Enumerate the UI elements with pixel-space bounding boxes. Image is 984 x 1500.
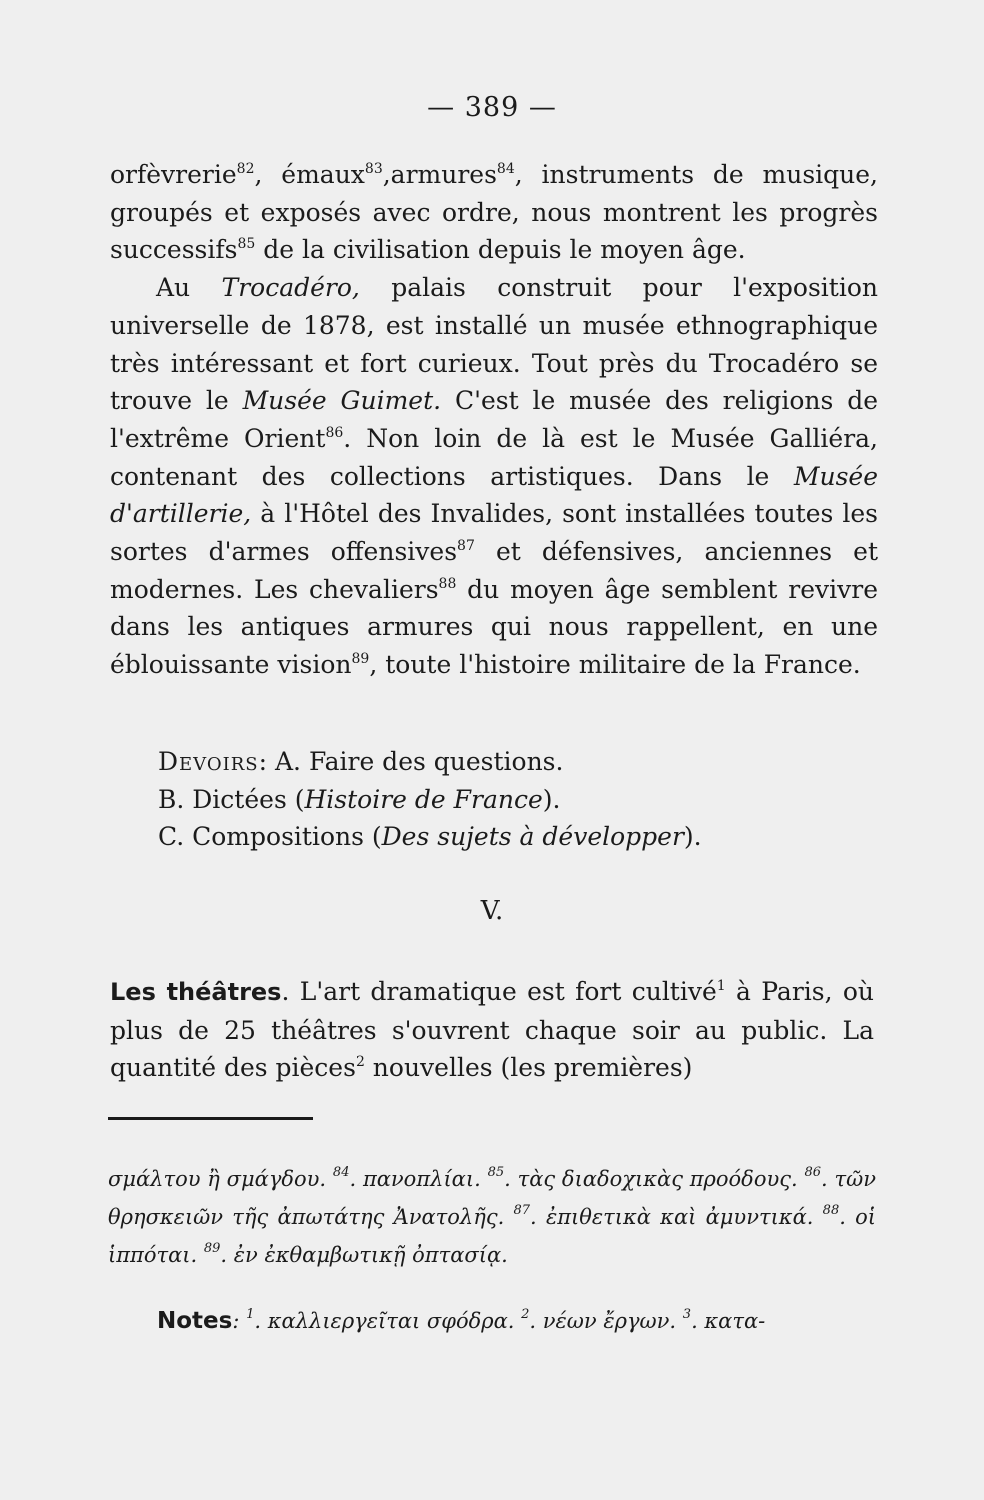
text-run: . πανοπλίαι. xyxy=(349,1167,488,1191)
text-run: de la civilisation depuis le moyen âge. xyxy=(255,235,746,265)
text-run: ). xyxy=(683,822,702,851)
exercise-b xyxy=(158,781,702,819)
text-run: orfèvrerie xyxy=(110,160,237,189)
italic-title: Des sujets à développer xyxy=(381,822,684,851)
footnote-ref: 83 xyxy=(364,161,383,177)
footnote-number: 3 xyxy=(682,1307,692,1322)
text-run: . τὰς διαδοχικὰς προόδους. xyxy=(504,1167,805,1191)
exercise-c xyxy=(158,818,702,856)
notes-line xyxy=(157,1303,877,1339)
footnote-ref: 82 xyxy=(236,161,255,177)
text-run: . οἱ ἱππόται. xyxy=(108,1205,876,1267)
text-run: . Non loin de là est le Musée Galliéra, contenant des collections artistiques. Dans le xyxy=(110,423,879,491)
footnote-number: 86 xyxy=(804,1165,822,1180)
text-run: . ἐπιθετικὰ καὶ ἀμυντικά. xyxy=(530,1205,823,1229)
italic-title: Histoire de France xyxy=(304,784,543,814)
section-numeral: V. xyxy=(480,896,504,926)
italic-musee-artillerie: Musée d'artillerie, xyxy=(110,461,878,529)
text-run: . νέων ἔργων. xyxy=(529,1309,683,1333)
footnote-number: 87 xyxy=(513,1203,531,1218)
text-run: . ἐν ἐκθαμβωτικῇ ὀπτασίᾳ. xyxy=(220,1243,508,1267)
text-run: , instruments de musique, groupés et exposés avec ordre, nous montrent les progrès successifs xyxy=(110,160,878,265)
text-run: . τῶν θρησκειῶν τῆς ἀπωτάτης Ἀνατολῆς. xyxy=(108,1167,876,1229)
notes-label: Notes xyxy=(157,1308,233,1334)
greek-footnotes xyxy=(108,1160,876,1274)
text-run: σμάλτου ἢ σμάγδου. xyxy=(108,1167,333,1191)
text-run: C. Compositions ( xyxy=(158,822,382,851)
paragraph-theatres xyxy=(110,973,874,1087)
text-run: ). xyxy=(542,784,561,814)
text-run: . L'art dramatique est fort cultivé xyxy=(281,977,717,1006)
footnote-ref: 87 xyxy=(457,538,475,555)
text-run: B. Dictées ( xyxy=(158,784,305,814)
devoirs-label: Devoirs xyxy=(158,747,259,776)
footnote-rule xyxy=(108,1117,313,1120)
text-run: : A. Faire des questions. xyxy=(258,747,564,776)
footnote-ref: 84 xyxy=(496,161,515,177)
page-number: — 389 — xyxy=(427,92,557,123)
italic-trocadero: Trocadéro, xyxy=(221,273,360,303)
text-run: à l'Hôtel des Invalides, sont installées toutes les sortes d'armes offensives xyxy=(110,499,878,567)
text-run: : xyxy=(232,1309,247,1333)
exercise-a xyxy=(158,743,702,781)
paragraph-museums-arts xyxy=(110,156,878,269)
section-heading: Les théâtres xyxy=(110,978,282,1006)
text-run: ,armures xyxy=(382,160,497,189)
footnote-number: 84 xyxy=(332,1165,350,1180)
footnote-number: 89 xyxy=(203,1241,221,1256)
text-run: , toute l'histoire militaire de la France. xyxy=(369,650,861,680)
text-run: Au xyxy=(156,273,222,303)
main-text xyxy=(110,156,878,684)
text-run: à Paris, où plus de 25 théâtres s'ouvrent chaque soir au public. La quantité des pièces xyxy=(110,977,874,1083)
footnote-ref: 85 xyxy=(237,236,256,253)
footnote-ref: 1 xyxy=(716,978,726,994)
text-run: . καλλιεργεῖται σφόδρα. xyxy=(254,1309,522,1333)
footnote-number: 88 xyxy=(822,1203,840,1218)
text-run: . κατα- xyxy=(691,1309,766,1333)
footnote-ref: 88 xyxy=(438,575,457,592)
footnote-number: 2 xyxy=(521,1307,530,1322)
footnote-number: 85 xyxy=(487,1165,505,1180)
text-run: C'est le musée des religions de l'extrême Orient xyxy=(110,386,878,453)
footnote-ref: 2 xyxy=(355,1054,365,1071)
footnote-ref: 86 xyxy=(325,424,344,441)
exercises-list xyxy=(158,743,702,856)
text-run: nouvelles (les premières) xyxy=(364,1053,693,1083)
text-run: palais construit pour l'exposition universelle de 1878, est installé un musée ethnographique très intéressant et fort curieux. Tout près du Trocadéro se trouve le xyxy=(110,273,878,416)
text-run: et défensives, anciennes et modernes. Les chevaliers xyxy=(110,537,878,604)
paragraph-trocadero xyxy=(110,269,878,684)
text-run: du moyen âge semblent revivre dans les antiques armures qui nous rappellent, en une éblouissante vision xyxy=(110,574,879,680)
italic-musee-guimet: Musée Guimet. xyxy=(242,386,442,416)
footnote-number: 1 xyxy=(246,1307,255,1322)
footnote-ref: 89 xyxy=(351,651,370,668)
text-run: , émaux xyxy=(254,160,365,189)
